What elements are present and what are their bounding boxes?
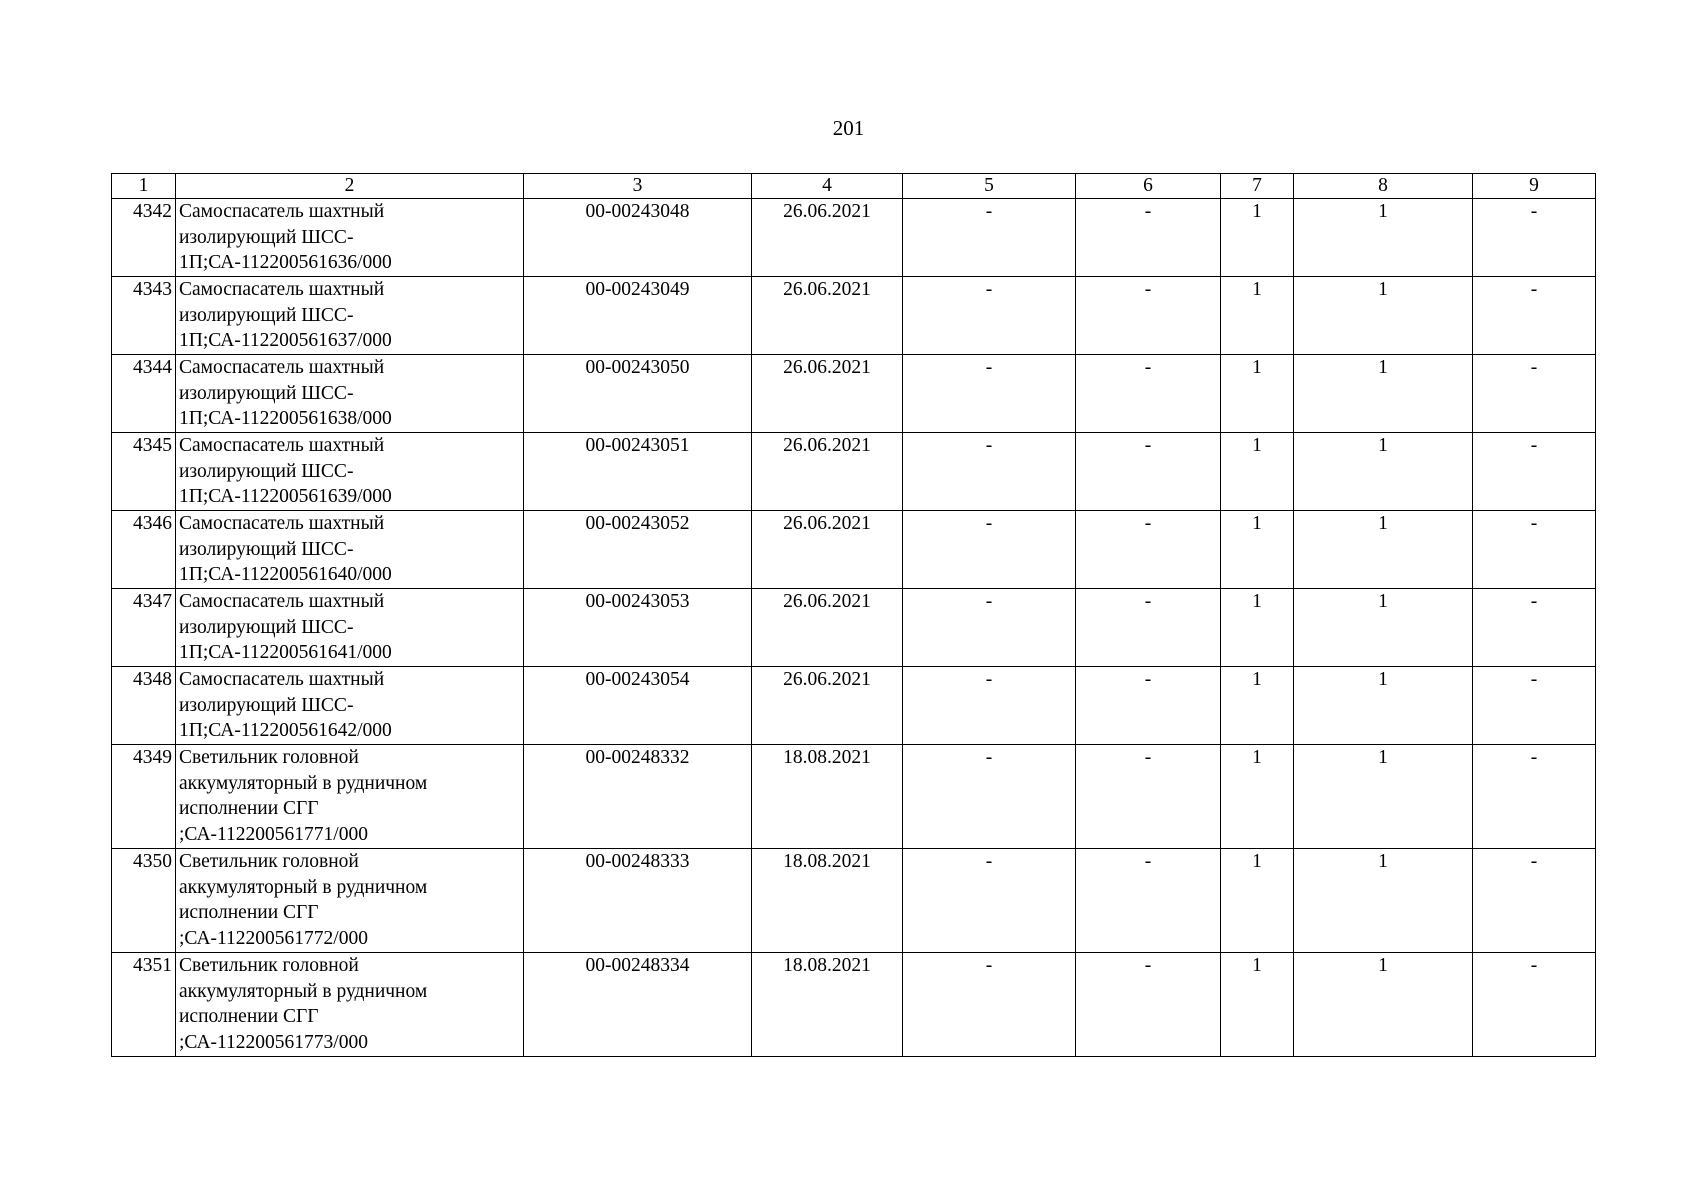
page-number: 201 <box>832 116 865 140</box>
inventory-code-cell: 00-00243052 <box>524 511 752 589</box>
col7-cell: 1 <box>1221 667 1294 745</box>
item-name-line: ;СА-112200561771/000 <box>179 823 368 845</box>
date-cell: 18.08.2021 <box>752 953 903 1057</box>
col5-cell: - <box>903 589 1076 667</box>
item-name-line: изолирующий ШСС- <box>179 382 354 404</box>
row-number-cell: 4346 <box>112 511 176 589</box>
col5-cell: - <box>903 511 1076 589</box>
col6-cell: - <box>1076 953 1221 1057</box>
col8-cell: 1 <box>1294 589 1473 667</box>
inventory-code-cell: 00-00248332 <box>524 745 752 849</box>
col7-cell: 1 <box>1221 355 1294 433</box>
col6-cell: - <box>1076 355 1221 433</box>
column-header: 2 <box>176 174 524 199</box>
table-header-row <box>112 174 1596 199</box>
item-name-line: ;СА-112200561773/000 <box>179 1031 368 1053</box>
item-name-cell <box>176 199 524 277</box>
item-name-line: исполнении СГГ <box>179 902 319 923</box>
item-name-line: 1П;СА-112200561638/000 <box>179 408 392 429</box>
row-number-cell: 4345 <box>112 433 176 511</box>
col5-cell: - <box>903 745 1076 849</box>
col7-cell: 1 <box>1221 511 1294 589</box>
inventory-code-cell: 00-00248334 <box>524 953 752 1057</box>
item-name-cell <box>176 277 524 355</box>
col6-cell: - <box>1076 511 1221 589</box>
col9-cell: - <box>1473 667 1596 745</box>
col9-cell: - <box>1473 355 1596 433</box>
col6-cell: - <box>1076 849 1221 953</box>
inventory-code-cell: 00-00243053 <box>524 589 752 667</box>
item-name-line: Светильник головной <box>179 747 359 768</box>
item-name-cell <box>176 745 524 849</box>
item-name-line: изолирующий ШСС- <box>179 616 354 638</box>
col6-cell: - <box>1076 589 1221 667</box>
col6-cell: - <box>1076 667 1221 745</box>
col7-cell: 1 <box>1221 433 1294 511</box>
inventory-code-cell: 00-00243051 <box>524 433 752 511</box>
table-row <box>112 511 1596 589</box>
table-row <box>112 953 1596 1057</box>
item-name-line: 1П;СА-112200561636/000 <box>179 252 392 273</box>
col8-cell: 1 <box>1294 433 1473 511</box>
table-row <box>112 745 1596 849</box>
row-number-cell: 4347 <box>112 589 176 667</box>
col7-cell: 1 <box>1221 849 1294 953</box>
item-name-cell <box>176 433 524 511</box>
item-name-line: 1П;СА-112200561641/000 <box>179 642 392 663</box>
col9-cell: - <box>1473 745 1596 849</box>
item-name-line: Самоспасатель шахтный <box>179 279 385 300</box>
table-row <box>112 355 1596 433</box>
item-name-cell <box>176 511 524 589</box>
item-name-line: Самоспасатель шахтный <box>179 591 385 612</box>
col5-cell: - <box>903 199 1076 277</box>
item-name-line: 1П;СА-112200561639/000 <box>179 486 392 507</box>
col5-cell: - <box>903 667 1076 745</box>
inventory-code-cell: 00-00243050 <box>524 355 752 433</box>
col6-cell: - <box>1076 745 1221 849</box>
item-name-line: Самоспасатель шахтный <box>179 435 385 456</box>
date-cell: 26.06.2021 <box>752 511 903 589</box>
row-number-cell: 4343 <box>112 277 176 355</box>
table-row <box>112 277 1596 355</box>
col7-cell: 1 <box>1221 589 1294 667</box>
col6-cell: - <box>1076 277 1221 355</box>
item-name-line: изолирующий ШСС- <box>179 304 354 326</box>
col8-cell: 1 <box>1294 953 1473 1057</box>
item-name-line: Самоспасатель шахтный <box>179 357 385 378</box>
inventory-code-cell: 00-00243049 <box>524 277 752 355</box>
col9-cell: - <box>1473 199 1596 277</box>
item-name-line: Самоспасатель шахтный <box>179 669 385 690</box>
item-name-line: Самоспасатель шахтный <box>179 201 385 222</box>
item-name-cell <box>176 355 524 433</box>
table-row <box>112 199 1596 277</box>
column-header: 9 <box>1473 174 1596 199</box>
col8-cell: 1 <box>1294 511 1473 589</box>
col5-cell: - <box>903 433 1076 511</box>
column-header: 5 <box>903 174 1076 199</box>
table-row <box>112 667 1596 745</box>
item-name-cell <box>176 667 524 745</box>
item-name-line: исполнении СГГ <box>179 798 319 819</box>
col9-cell: - <box>1473 953 1596 1057</box>
table-row <box>112 849 1596 953</box>
inventory-code-cell: 00-00248333 <box>524 849 752 953</box>
date-cell: 26.06.2021 <box>752 667 903 745</box>
table-body <box>112 174 1596 1057</box>
item-name-line: изолирующий ШСС- <box>179 460 354 482</box>
item-name-line: Светильник головной <box>179 955 359 976</box>
row-number-cell: 4344 <box>112 355 176 433</box>
item-name-line: Светильник головной <box>179 851 359 872</box>
row-number-cell: 4342 <box>112 199 176 277</box>
item-name-line: 1П;СА-112200561640/000 <box>179 564 392 585</box>
col9-cell: - <box>1473 433 1596 511</box>
row-number-cell: 4350 <box>112 849 176 953</box>
col8-cell: 1 <box>1294 355 1473 433</box>
date-cell: 26.06.2021 <box>752 589 903 667</box>
col9-cell: - <box>1473 511 1596 589</box>
item-name-cell <box>176 589 524 667</box>
item-name-line: Самоспасатель шахтный <box>179 513 385 534</box>
col6-cell: - <box>1076 199 1221 277</box>
item-name-line: аккумуляторный в рудничном <box>179 876 428 898</box>
date-cell: 18.08.2021 <box>752 745 903 849</box>
table-row <box>112 433 1596 511</box>
item-name-line: изолирующий ШСС- <box>179 538 354 560</box>
col7-cell: 1 <box>1221 953 1294 1057</box>
item-name-line: 1П;СА-112200561637/000 <box>179 330 392 351</box>
column-header: 1 <box>112 174 176 199</box>
date-cell: 26.06.2021 <box>752 433 903 511</box>
row-number-cell: 4348 <box>112 667 176 745</box>
item-name-line: аккумуляторный в рудничном <box>179 980 428 1002</box>
column-header: 7 <box>1221 174 1294 199</box>
table-row <box>112 589 1596 667</box>
col8-cell: 1 <box>1294 667 1473 745</box>
column-header: 6 <box>1076 174 1221 199</box>
date-cell: 26.06.2021 <box>752 277 903 355</box>
item-name-line: изолирующий ШСС- <box>179 694 354 716</box>
col9-cell: - <box>1473 849 1596 953</box>
date-cell: 26.06.2021 <box>752 355 903 433</box>
col8-cell: 1 <box>1294 277 1473 355</box>
col8-cell: 1 <box>1294 849 1473 953</box>
inventory-code-cell: 00-00243054 <box>524 667 752 745</box>
date-cell: 26.06.2021 <box>752 199 903 277</box>
col7-cell: 1 <box>1221 277 1294 355</box>
item-name-cell <box>176 849 524 953</box>
col5-cell: - <box>903 849 1076 953</box>
col9-cell: - <box>1473 589 1596 667</box>
col7-cell: 1 <box>1221 199 1294 277</box>
col6-cell: - <box>1076 433 1221 511</box>
item-name-line: 1П;СА-112200561642/000 <box>179 720 392 741</box>
item-name-cell <box>176 953 524 1057</box>
col5-cell: - <box>903 953 1076 1057</box>
col5-cell: - <box>903 277 1076 355</box>
column-header: 4 <box>752 174 903 199</box>
date-cell: 18.08.2021 <box>752 849 903 953</box>
col8-cell: 1 <box>1294 745 1473 849</box>
item-name-line: изолирующий ШСС- <box>179 226 354 248</box>
inventory-table <box>111 173 1596 1057</box>
col9-cell: - <box>1473 277 1596 355</box>
row-number-cell: 4349 <box>112 745 176 849</box>
item-name-line: исполнении СГГ <box>179 1006 319 1027</box>
inventory-code-cell: 00-00243048 <box>524 199 752 277</box>
row-number-cell: 4351 <box>112 953 176 1057</box>
item-name-line: ;СА-112200561772/000 <box>179 927 368 949</box>
col5-cell: - <box>903 355 1076 433</box>
column-header: 3 <box>524 174 752 199</box>
item-name-line: аккумуляторный в рудничном <box>179 772 428 794</box>
col7-cell: 1 <box>1221 745 1294 849</box>
col8-cell: 1 <box>1294 199 1473 277</box>
column-header: 8 <box>1294 174 1473 199</box>
